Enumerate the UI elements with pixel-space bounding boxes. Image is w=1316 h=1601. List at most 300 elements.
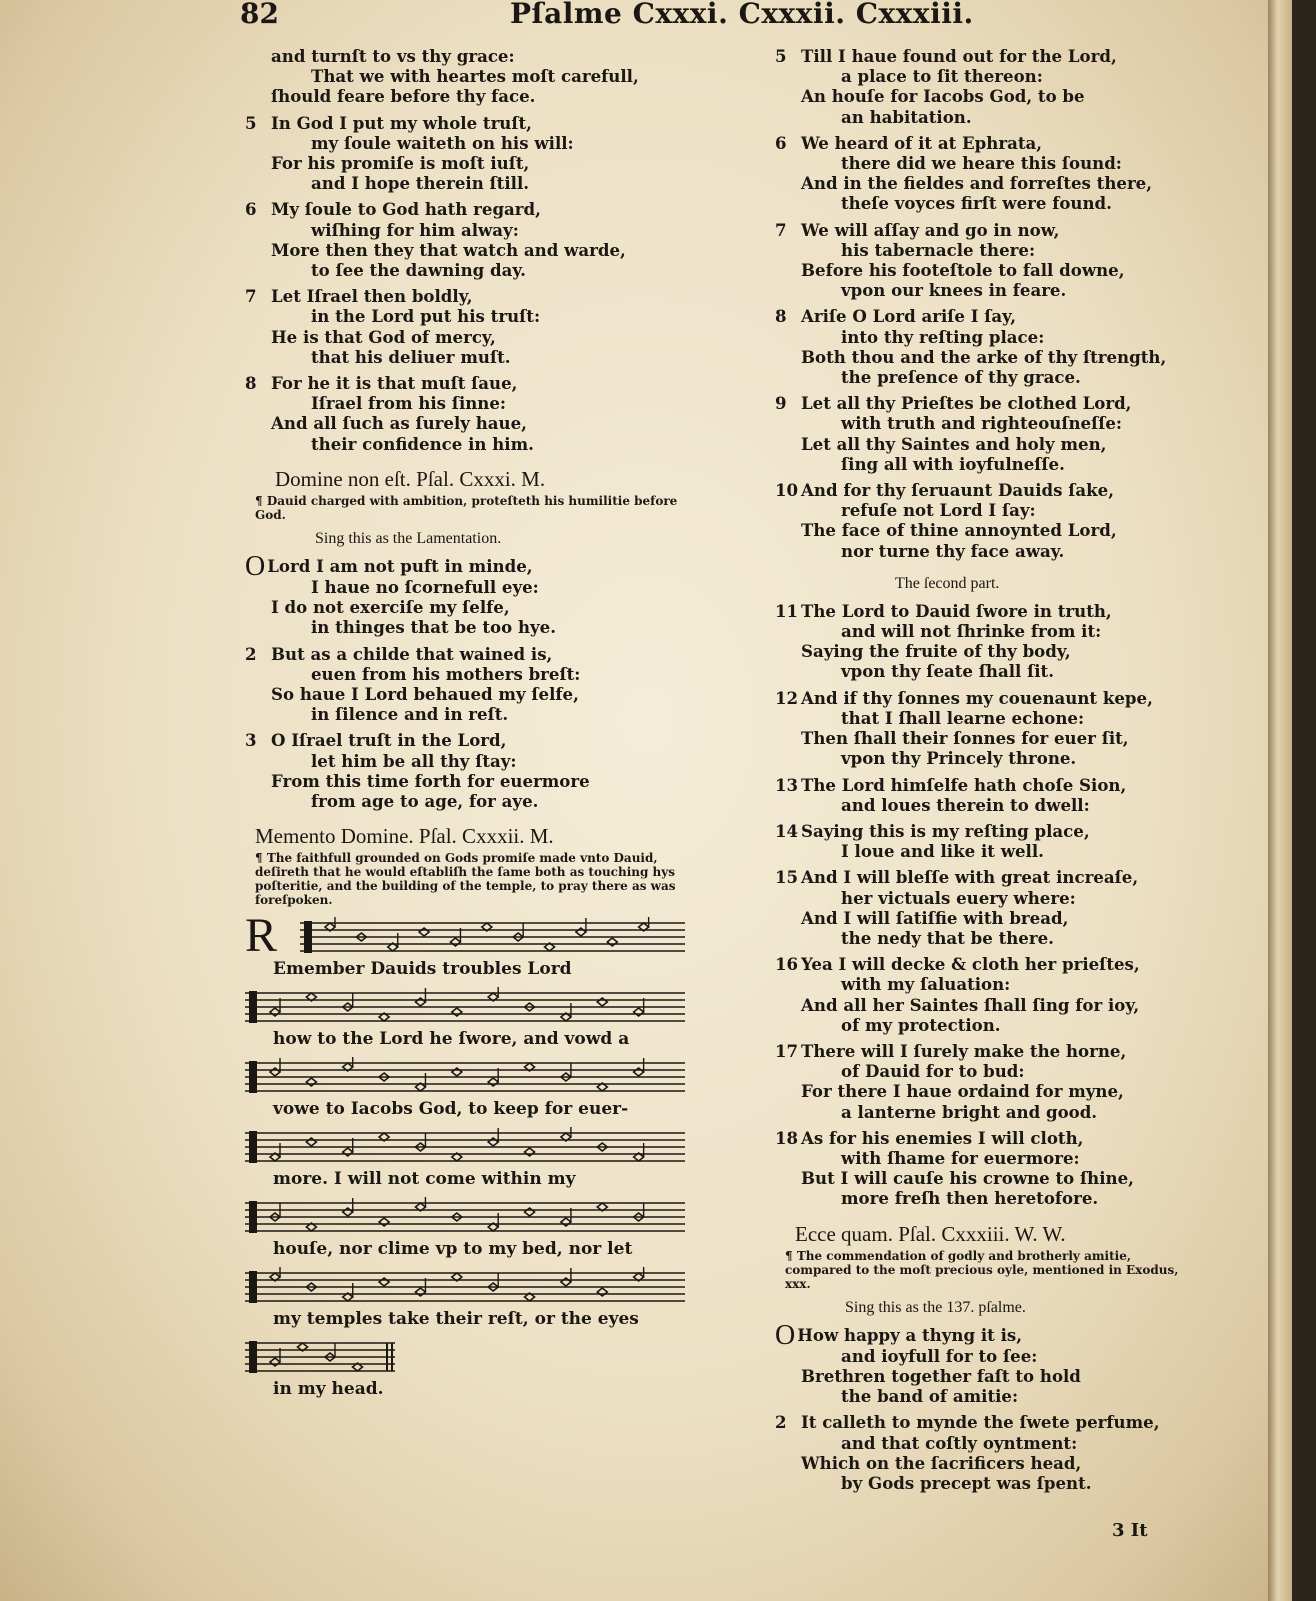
verse-text: of my protection. xyxy=(841,1014,1001,1035)
verse-text: her victuals euery where: xyxy=(841,887,1076,908)
verse-text: my ſoule waiteth on his will: xyxy=(311,132,574,153)
staff-system xyxy=(245,1127,690,1191)
second-part-heading: The ſecond part. xyxy=(895,574,1000,592)
verse-text: My ſoule to God hath regard, xyxy=(271,199,541,220)
verse-line xyxy=(775,1015,1195,1035)
verse-line xyxy=(775,821,1195,841)
verse-line xyxy=(775,107,1195,127)
psalm-130-continuation xyxy=(245,46,695,460)
verse-text: and I hope therein ſtill. xyxy=(311,173,530,194)
verse-line xyxy=(245,240,695,260)
verse-text: Let all thy Saintes and holy men, xyxy=(801,433,1107,454)
verse xyxy=(775,601,1195,682)
verse-line xyxy=(775,260,1195,280)
verse-line xyxy=(775,688,1195,708)
verse xyxy=(775,46,1195,127)
verse-text: I loue and like it well. xyxy=(841,841,1044,862)
drop-initial: O xyxy=(775,1319,796,1351)
verse-text: And I will bleſſe with great increaſe, xyxy=(801,867,1139,888)
verse-line xyxy=(245,133,695,153)
lyric-line: vowe to Iacobs God, to keep for euer- xyxy=(273,1099,629,1120)
verse-line xyxy=(775,520,1195,540)
lyric-line: houſe, nor clime vp to my bed, nor let xyxy=(273,1239,633,1260)
verse-number: 5 xyxy=(245,112,257,133)
verse-line xyxy=(775,393,1195,413)
verse-text: that I ſhall learne echone: xyxy=(841,707,1085,728)
verse-number: 15 xyxy=(775,867,799,888)
note-icon xyxy=(270,1008,280,1016)
verse-text: and will not ſhrinke from it: xyxy=(841,621,1102,642)
verse-line xyxy=(245,286,695,306)
verse-line xyxy=(775,306,1195,326)
note-icon xyxy=(343,1148,353,1156)
verse-line xyxy=(775,500,1195,520)
verse-line xyxy=(775,1453,1195,1473)
staff-system xyxy=(245,1197,690,1261)
verse-text: Then ſhall their ſonnes for euer ſit, xyxy=(801,728,1129,749)
staff-system xyxy=(245,1057,690,1121)
verse-line xyxy=(245,113,695,133)
verse-text: And for thy ſeruaunt Dauids ſake, xyxy=(801,480,1114,501)
verse-text: his tabernacle there: xyxy=(841,239,1036,260)
verse-number: 12 xyxy=(775,687,799,708)
verse-text: from age to age, for aye. xyxy=(311,791,539,812)
verse-text: more freſh then heretofore. xyxy=(841,1188,1099,1209)
drop-initial: O xyxy=(245,550,266,582)
verse-line xyxy=(775,841,1195,861)
clef-icon xyxy=(249,1271,257,1303)
verse-line xyxy=(245,173,695,193)
psalm-131-argument: ¶ Dauid charged with ambition, proteſteth his humilitie before God. xyxy=(255,493,678,522)
verse-line xyxy=(775,775,1195,795)
verse-number: 10 xyxy=(775,480,799,501)
clef-icon xyxy=(249,1131,257,1163)
verse-line xyxy=(775,1168,1195,1188)
page-edge xyxy=(1268,0,1292,1601)
verse xyxy=(245,373,695,454)
verse xyxy=(245,199,695,280)
note-icon xyxy=(379,1278,389,1286)
verse-text: of Dauid for to bud: xyxy=(841,1061,1025,1082)
psalm-133-tune-note: Sing this as the 137. pſalme. xyxy=(845,1298,1026,1316)
note-icon xyxy=(379,1218,389,1226)
note-icon xyxy=(634,1068,644,1076)
verse-text: Before his footeſtole to fall downe, xyxy=(801,260,1125,281)
verse-text: their confidence in him. xyxy=(311,433,534,454)
note-icon xyxy=(597,1288,607,1296)
note-icon xyxy=(488,1138,498,1146)
verse-line xyxy=(775,66,1195,86)
verse-number: 7 xyxy=(775,219,787,240)
verse-number: 2 xyxy=(245,643,257,664)
verse-text: and ioyfull for to ſee: xyxy=(841,1345,1038,1366)
verse-text: I haue no ſcornefull eye: xyxy=(311,577,539,598)
verse-number: 16 xyxy=(775,954,799,975)
verse-line xyxy=(245,771,695,791)
verse-text: with truth and righteouſneſſe: xyxy=(841,413,1123,434)
music-staff xyxy=(245,917,690,957)
verse-number: 6 xyxy=(775,132,787,153)
verse-text: For he it is that muſt ſaue, xyxy=(271,373,518,394)
verse-line xyxy=(775,480,1195,500)
verse-number: 5 xyxy=(775,46,787,66)
verse-text: So haue I Lord behaued my ſelfe, xyxy=(271,684,579,705)
verse xyxy=(775,688,1195,769)
drop-initial: R xyxy=(245,909,278,963)
lyric-line: Emember Dauids troubles Lord xyxy=(273,959,572,980)
verse-text: Iſrael from his ſinne: xyxy=(311,393,507,414)
verse-line xyxy=(245,373,695,393)
verse xyxy=(245,550,695,638)
verse-text: And I will ſatiſfie with bread, xyxy=(801,907,1069,928)
psalm-132-title: Memento Domine. Pſal. Cxxxii. M. xyxy=(255,824,554,849)
staff-system xyxy=(245,987,690,1051)
verse-line xyxy=(775,795,1195,815)
verse-text: and that coſtly oyntment: xyxy=(841,1432,1078,1453)
verse-line xyxy=(245,791,695,811)
note-icon xyxy=(634,1008,644,1016)
verse-text: That we with heartes moſt carefull, xyxy=(311,66,639,87)
verse-text: in thinges that be too hye. xyxy=(311,617,557,638)
verse-line xyxy=(775,1061,1195,1081)
note-icon xyxy=(561,1218,571,1226)
note-icon xyxy=(306,1138,316,1146)
verse-line xyxy=(775,46,1195,66)
verse-text: It calleth to mynde the ſwete perfume, xyxy=(801,1412,1160,1433)
right-column xyxy=(775,46,1195,1499)
clef-icon xyxy=(304,921,312,953)
verse-text: In God I put my whole truſt, xyxy=(271,112,532,133)
verse-text: Yea I will decke & cloth her prieſtes, xyxy=(801,954,1140,975)
verse-line xyxy=(775,954,1195,974)
verse-number: 2 xyxy=(775,1412,787,1433)
verse-number: 3 xyxy=(245,730,257,751)
verse-line xyxy=(775,1433,1195,1453)
verse-line xyxy=(775,1473,1195,1493)
verse xyxy=(245,46,695,107)
verse xyxy=(775,954,1195,1035)
verse-line xyxy=(775,1366,1195,1386)
verse-text: O Iſrael truſt in the Lord, xyxy=(271,730,507,751)
verse-text: the band of amitie: xyxy=(841,1386,1019,1407)
verse xyxy=(775,480,1195,561)
music-staff xyxy=(245,1337,690,1377)
verse-line xyxy=(775,1041,1195,1061)
verse-text: How happy a thyng it is, xyxy=(797,1324,1022,1345)
verse-number: 7 xyxy=(245,286,257,307)
verse-number: 6 xyxy=(245,199,257,220)
verse xyxy=(245,730,695,811)
verse-line xyxy=(245,597,695,617)
verse-line xyxy=(245,550,695,582)
verse-text: refuſe not Lord I ſay: xyxy=(841,500,1036,521)
note-icon xyxy=(452,1008,462,1016)
psalm-131-title: Domine non eſt. Pſal. Cxxxi. M. xyxy=(275,466,546,491)
verse xyxy=(775,1041,1195,1122)
catchword: 3 It xyxy=(1112,1520,1148,1541)
verse-text: But as a childe that wained is, xyxy=(271,643,553,664)
verse-text: Brethren together faſt to hold xyxy=(801,1365,1081,1386)
verse-line xyxy=(775,1102,1195,1122)
verse-text: and turnſt to vs thy grace: xyxy=(271,46,515,66)
verse-text: As for his enemies I will cloth, xyxy=(801,1127,1084,1148)
verse-text: that his deliuer muſt. xyxy=(311,346,511,367)
verse-line xyxy=(775,280,1195,300)
verse-text: a lanterne bright and good. xyxy=(841,1101,1098,1122)
verse xyxy=(775,775,1195,815)
verse-text: in ſilence and in reſt. xyxy=(311,704,509,725)
staff-system xyxy=(245,1337,690,1401)
verse xyxy=(775,1128,1195,1209)
verse-text: An houſe for Iacobs God, to be xyxy=(801,86,1085,107)
verse-line xyxy=(245,306,695,326)
verse-text: nor turne thy face away. xyxy=(841,540,1065,561)
lyric-line: my temples take their reſt, or the eyes xyxy=(273,1309,639,1330)
verse-text: and loues therein to dwell: xyxy=(841,794,1090,815)
psalm-133-title: Ecce quam. Pſal. Cxxxiii. W. W. xyxy=(795,1221,1066,1246)
note-icon xyxy=(561,1278,571,1286)
note-icon xyxy=(270,1068,280,1076)
verse-line xyxy=(775,347,1195,367)
verse-line xyxy=(245,66,695,86)
verse-text: into thy reſting place: xyxy=(841,326,1045,347)
note-icon xyxy=(525,1208,535,1216)
verse-text: ſhould feare before thy face. xyxy=(271,86,536,107)
verse-text: with my ſaluation: xyxy=(841,974,1011,995)
verse-text: And all ſuch as ſurely haue, xyxy=(271,413,527,434)
verse-line xyxy=(775,193,1195,213)
clef-icon xyxy=(249,1201,257,1233)
verse-line xyxy=(245,347,695,367)
note-icon xyxy=(419,928,429,936)
verse-number: 8 xyxy=(775,306,787,327)
verse-text: For there I haue ordaind for myne, xyxy=(801,1081,1124,1102)
verse-text: More then they that watch and warde, xyxy=(271,239,626,260)
verse-line xyxy=(775,748,1195,768)
psalm-132-verses-first-part xyxy=(775,46,1195,567)
verse-text: And all her Saintes ſhall ſing for ioy, xyxy=(801,994,1140,1015)
verse xyxy=(775,1412,1195,1493)
verse-line xyxy=(775,1188,1195,1208)
verse-number: 9 xyxy=(775,393,787,414)
verse-text: Which on the ſacrificers head, xyxy=(801,1452,1082,1473)
verse-line xyxy=(775,1386,1195,1406)
staff-system xyxy=(245,1267,690,1331)
note-icon xyxy=(415,1288,425,1296)
verse-line xyxy=(775,908,1195,928)
verse-line xyxy=(775,133,1195,153)
verse-line xyxy=(245,327,695,347)
lyric-line: how to the Lord he ſwore, and vowd a xyxy=(273,1029,630,1050)
verse-line xyxy=(245,684,695,704)
clef-icon xyxy=(249,991,257,1023)
verse xyxy=(775,133,1195,214)
verse xyxy=(245,644,695,725)
verse-line xyxy=(775,454,1195,474)
verse-text: theſe voyces firſt were found. xyxy=(841,193,1112,214)
note-icon xyxy=(452,1068,462,1076)
verse-line xyxy=(775,928,1195,948)
note-icon xyxy=(576,928,586,936)
note-icon xyxy=(415,998,425,1006)
verse-line xyxy=(775,1128,1195,1148)
verse-text: an habitation. xyxy=(841,106,972,127)
clef-icon xyxy=(249,1341,257,1373)
psalm-132-verses-second-part xyxy=(775,601,1195,1215)
verse-text: vpon our knees in feare. xyxy=(841,280,1067,301)
verse-number: 17 xyxy=(775,1040,799,1061)
verse xyxy=(775,867,1195,948)
verse-text: And in the fieldes and forreſtes there, xyxy=(801,173,1153,194)
verse-line xyxy=(775,601,1195,621)
verse-text: We will aſſay and go in now, xyxy=(801,219,1060,240)
verse-line xyxy=(775,641,1195,661)
psalm-131-tune-note: Sing this as the Lamentation. xyxy=(315,529,502,547)
left-column xyxy=(245,46,695,1407)
verse-text: And if thy ſonnes my couenaunt kepe, xyxy=(801,687,1153,708)
page-header xyxy=(240,0,1060,28)
verse-line xyxy=(245,46,695,66)
verse-line xyxy=(245,86,695,106)
verse-line xyxy=(775,728,1195,748)
verse-line xyxy=(775,153,1195,173)
verse-text: The Lord himſelfe hath choſe Sion, xyxy=(801,774,1127,795)
music-notation xyxy=(245,909,695,1401)
music-staff xyxy=(245,987,690,1027)
verse xyxy=(775,220,1195,301)
verse-text: We heard of it at Ephrata, xyxy=(801,132,1043,153)
verse-line xyxy=(245,644,695,664)
verse-line xyxy=(775,974,1195,994)
psalm-132-argument: ¶ The faithfull grounded on Gods promiſe made vnto Dauid, deſireth that he would eſtabliſh the ſame both as touching hys poſteritie, and the building of the temple, to pray there as was foreſpoken. xyxy=(255,851,676,908)
verse-line xyxy=(775,327,1195,347)
lyric-line: more. I will not come within my xyxy=(273,1169,576,1190)
verse-text: wiſhing for him alway: xyxy=(311,219,519,240)
verse-text: ſing all with ioyfulneſſe. xyxy=(841,453,1065,474)
verse-text: Lord I am not puft in minde, xyxy=(267,555,533,576)
verse-text: the nedy that be there. xyxy=(841,927,1054,948)
verse-line xyxy=(775,86,1195,106)
music-staff xyxy=(245,1057,690,1097)
running-title: Pſalme Cxxxi. Cxxxii. Cxxxiii. xyxy=(510,0,974,30)
verse xyxy=(245,286,695,367)
note-icon xyxy=(270,1358,280,1366)
verse-text: vpon thy ſeate ſhall ſit. xyxy=(841,661,1054,682)
verse-text: There will I ſurely make the horne, xyxy=(801,1040,1127,1061)
verse-text: by Gods precept was ſpent. xyxy=(841,1472,1092,1493)
verse-text: Saying the fruite of thy body, xyxy=(801,641,1071,662)
verse-line xyxy=(775,220,1195,240)
verse-text: a place to ſit thereon: xyxy=(841,66,1043,87)
psalm-133-argument: ¶ The commendation of godly and brotherly amitie, compared to the moſt precious oyle, mentioned in Exodus, xxx. xyxy=(785,1248,1179,1291)
verse-number: 8 xyxy=(245,373,257,394)
verse-text: vpon thy Princely throne. xyxy=(841,748,1077,769)
note-icon xyxy=(343,1208,353,1216)
verse-text: I do not exerciſe my ſelfe, xyxy=(271,597,510,618)
verse-line xyxy=(245,617,695,637)
verse-line xyxy=(775,434,1195,454)
verse-line xyxy=(775,173,1195,193)
verse-text: From this time forth for euermore xyxy=(271,770,590,791)
verse-line xyxy=(775,1346,1195,1366)
verse-line xyxy=(245,704,695,724)
verse-line xyxy=(245,153,695,173)
verse-line xyxy=(775,995,1195,1015)
verse-line xyxy=(245,664,695,684)
verse-line xyxy=(245,751,695,771)
verse-line xyxy=(245,199,695,219)
verse xyxy=(775,821,1195,861)
psalm-131-verses xyxy=(245,550,695,817)
verse-text: Let all thy Prieſtes be clothed Lord, xyxy=(801,393,1132,414)
verse-text: with ſhame for euermore: xyxy=(841,1147,1080,1168)
verse-line xyxy=(245,413,695,433)
verse-line xyxy=(775,661,1195,681)
verse-line xyxy=(245,220,695,240)
note-icon xyxy=(525,1148,535,1156)
verse-line xyxy=(775,367,1195,387)
verse-line xyxy=(775,1148,1195,1168)
verse xyxy=(775,393,1195,474)
verse-text: there did we heare this ſound: xyxy=(841,153,1122,174)
staff-system xyxy=(245,909,690,981)
note-icon xyxy=(306,1078,316,1086)
music-staff xyxy=(245,1267,690,1307)
verse-text: The face of thine annoynted Lord, xyxy=(801,520,1117,541)
verse-text: Let Iſrael then boldly, xyxy=(271,286,473,307)
verse-line xyxy=(775,1412,1195,1432)
verse-text: He is that God of mercy, xyxy=(271,326,496,347)
note-icon xyxy=(450,938,460,946)
verse-line xyxy=(245,393,695,413)
verse-number: 14 xyxy=(775,820,799,841)
verse-line xyxy=(775,1319,1195,1351)
music-staff xyxy=(245,1127,690,1167)
verse-line xyxy=(775,240,1195,260)
verse-line xyxy=(775,413,1195,433)
verse-number: 13 xyxy=(775,774,799,795)
verse xyxy=(775,1319,1195,1407)
verse-number: 18 xyxy=(775,1127,799,1148)
verse-line xyxy=(775,888,1195,908)
verse-text: in the Lord put his truſt: xyxy=(311,306,541,327)
music-staff xyxy=(245,1197,690,1237)
lyric-line: in my head. xyxy=(273,1379,384,1400)
verse-text: Ariſe O Lord ariſe I ſay, xyxy=(801,306,1017,327)
verse-line xyxy=(775,867,1195,887)
verse-text: The Lord to Dauid ſwore in truth, xyxy=(801,600,1112,621)
verse-text: But I will cauſe his crowne to ſhine, xyxy=(801,1168,1134,1189)
verse xyxy=(775,306,1195,387)
page-number: 82 xyxy=(240,0,279,30)
psalm-133-verses xyxy=(775,1319,1195,1500)
verse-line xyxy=(775,708,1195,728)
clef-icon xyxy=(249,1061,257,1093)
verse-line xyxy=(245,434,695,454)
note-icon xyxy=(597,998,607,1006)
verse-line xyxy=(245,260,695,280)
verse-text: Saying this is my reſting place, xyxy=(801,820,1090,841)
verse-number: 11 xyxy=(775,600,799,621)
note-icon xyxy=(607,938,617,946)
verse-line xyxy=(775,1081,1195,1101)
verse-line xyxy=(775,621,1195,641)
verse-text: Both thou and the arke of thy ſtrength, xyxy=(801,346,1167,367)
note-icon xyxy=(488,1078,498,1086)
verse xyxy=(245,113,695,194)
verse-text: euen from his mothers breſt: xyxy=(311,663,581,684)
verse-text: the preſence of thy grace. xyxy=(841,367,1081,388)
